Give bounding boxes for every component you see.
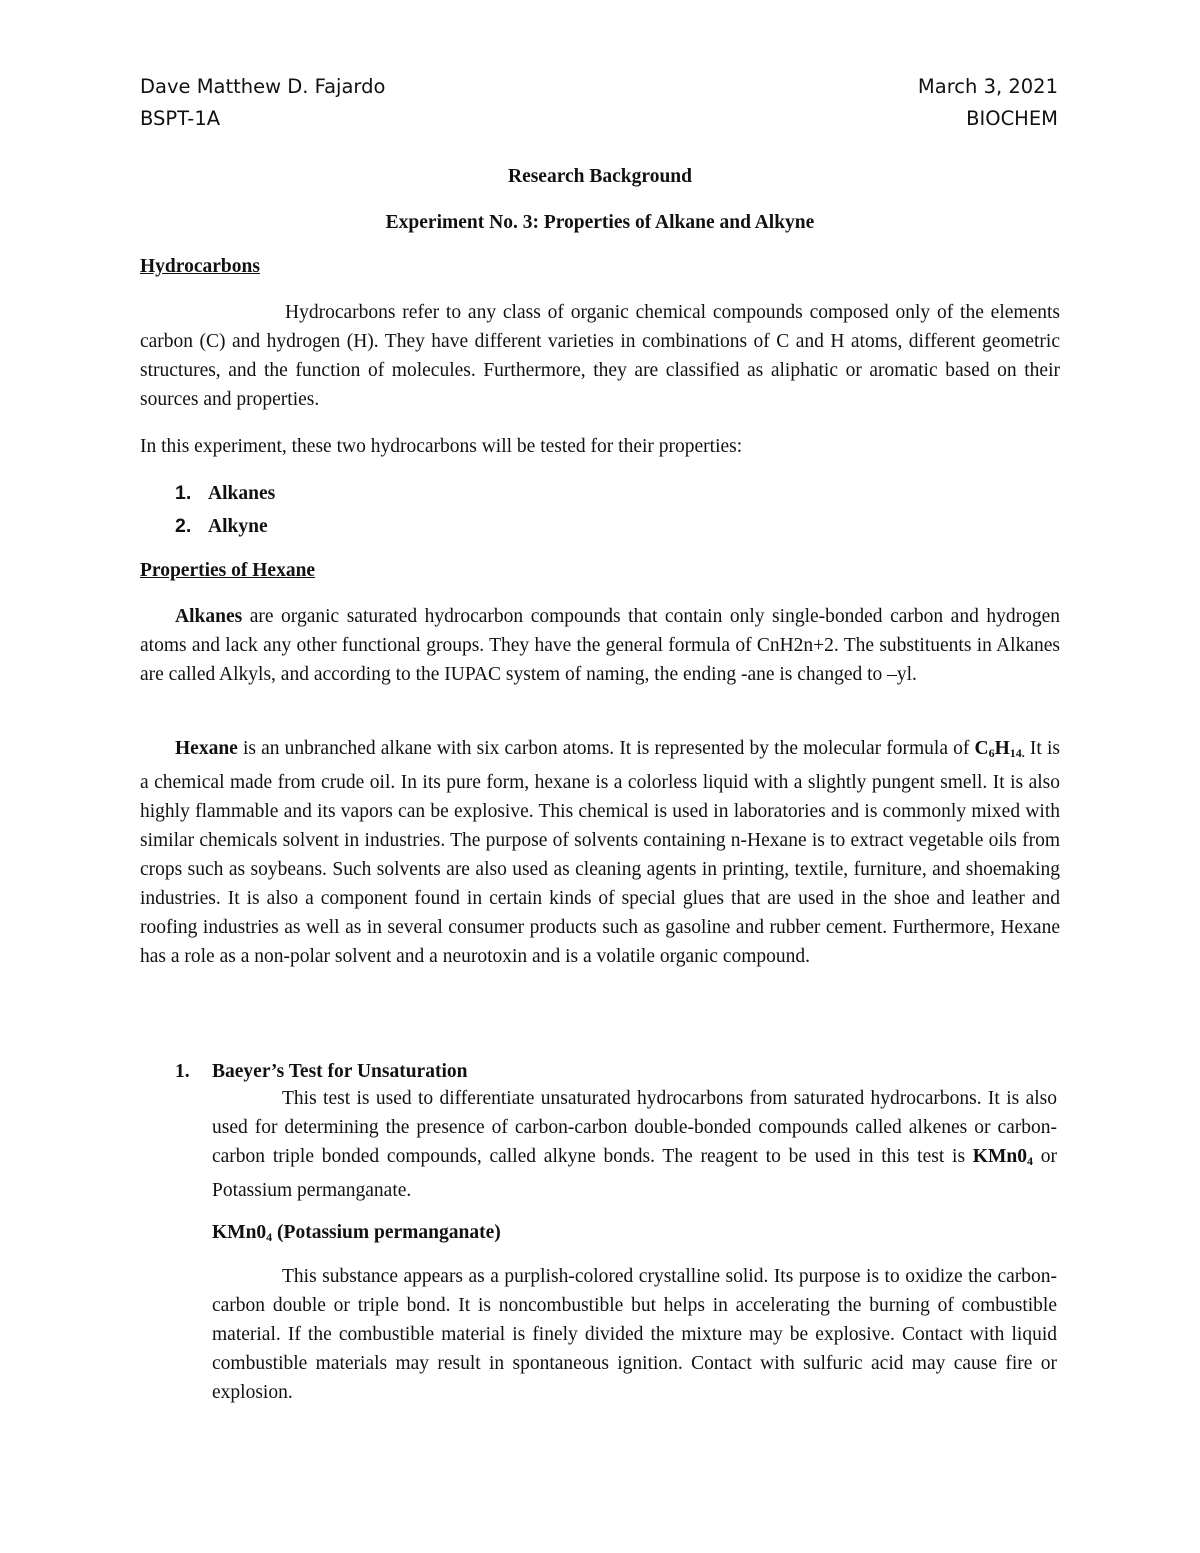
alkanes-paragraph [140,602,1060,689]
hydrocarbon-list [175,477,275,543]
reagent-formula [973,1146,1033,1167]
baeyer-title: Baeyer’s Test for Unsaturation [212,1061,468,1082]
kmno4-heading-rest: (Potassium permanganate) [272,1222,501,1243]
hydrocarbons-heading: Hydrocarbons [140,256,260,277]
hexane-term: Hexane [175,738,238,759]
hexane-heading: Properties of Hexane [140,560,316,581]
hexane-text-1: is an unbranched alkane with six carbon atoms. It is represented by the molecular formula of [237,738,975,759]
formula-carbon-sub: 6 [988,746,995,760]
kmno4-heading-name: KMn0 [212,1222,267,1243]
alkanes-text: are organic saturated hydrocarbon compounds that contain only single-bonded carbon and hydrogen atoms and lack any other functional groups. They have the general formula of CnH2n+2. The substituents in Alkanes are called Alkyls, and according to the IUPAC system of naming, the ending -ane is changed to –yl. [140,606,1060,685]
baeyer-heading [175,1057,467,1087]
baeyer-text-1: This test is used to differentiate unsaturated hydrocarbons from saturated hydrocarbons. It is also used for determining the presence of carbon-carbon double-bonded compounds called alkenes or carbon-carbon triple bonded compounds, called alkyne bonds. The reagent to be used in this test is [212,1088,1057,1167]
list-item [175,510,275,543]
list-number: 2. [175,515,192,537]
kmno4-paragraph: This substance appears as a purplish-colored crystalline solid. Its purpose is to oxidize the carbon-carbon double or triple bond. It is noncombustible but helps in accelerating the burning of combustible material. If the combustible material is finely divided the mixture may be explosive. Contact with liquid combustible materials may result in spontaneous ignition. Contact with sulfuric acid may cause fire or explosion. [212,1266,1057,1403]
list-label: Alkyne [208,516,268,537]
list-item [175,477,275,510]
subject-label: BIOCHEM [966,107,1058,130]
date-label: March 3, 2021 [917,75,1058,98]
formula-carbon: C [974,738,989,759]
reagent-name: KMn0 [972,1146,1027,1167]
list-label: Alkanes [208,483,276,504]
reagent-sub: 4 [1026,1154,1033,1168]
hexane-paragraph [140,734,1060,971]
hexane-formula [975,738,1025,759]
section-label: BSPT-1A [140,107,221,130]
baeyer-text-2: or Potassium permanganate. [212,1146,1057,1201]
kmno4-heading-sub: 4 [266,1230,273,1244]
kmno4-heading [212,1218,501,1252]
hexane-text-2: It is a chemical made from crude oil. In its pure form, hexane is a colorless liquid with a slightly pungent smell. It is also highly flammable and its vapors can be explosive. This chemical is used in laboratories and is commonly mixed with similar chemicals solvent in industries. The purpose of solvents containing n-Hexane is to extract vegetable oils from crops such as soybeans. Such solvents are also used as cleaning agents in printing, textile, furniture, and shoemaking industries. It is also a component found in certain kinds of special glues that are used in the shoe and leather and roofing industries as well as in several consumer products such as gasoline and rubber cement. Furthermore, Hexane has a role as a non-polar solvent and a neurotoxin and is a volatile organic compound. [140,738,1060,967]
page-subtitle: Experiment No. 3: Properties of Alkane and Alkyne [385,212,815,233]
hydrocarbons-paragraph: Hydrocarbons refer to any class of organic chemical compounds composed only of the elements carbon (C) and hydrogen (H). They have different varieties in combinations of C and H atoms, different geometric structures, and the function of molecules. Furthermore, they are classified as aliphatic or aromatic based on their sources and properties. [140,302,1060,410]
formula-hydrogen-sub: 14. [1009,746,1025,760]
baeyer-paragraph [212,1084,1057,1205]
alkanes-term: Alkanes [175,606,243,627]
page-title: Research Background [507,166,692,187]
list-number: 1. [175,482,192,504]
formula-hydrogen: H [994,738,1010,759]
baeyer-number: 1. [175,1061,190,1082]
author-name: Dave Matthew D. Fajardo [140,75,386,98]
experiment-intro-paragraph: In this experiment, these two hydrocarbons will be tested for their properties: [140,436,743,457]
